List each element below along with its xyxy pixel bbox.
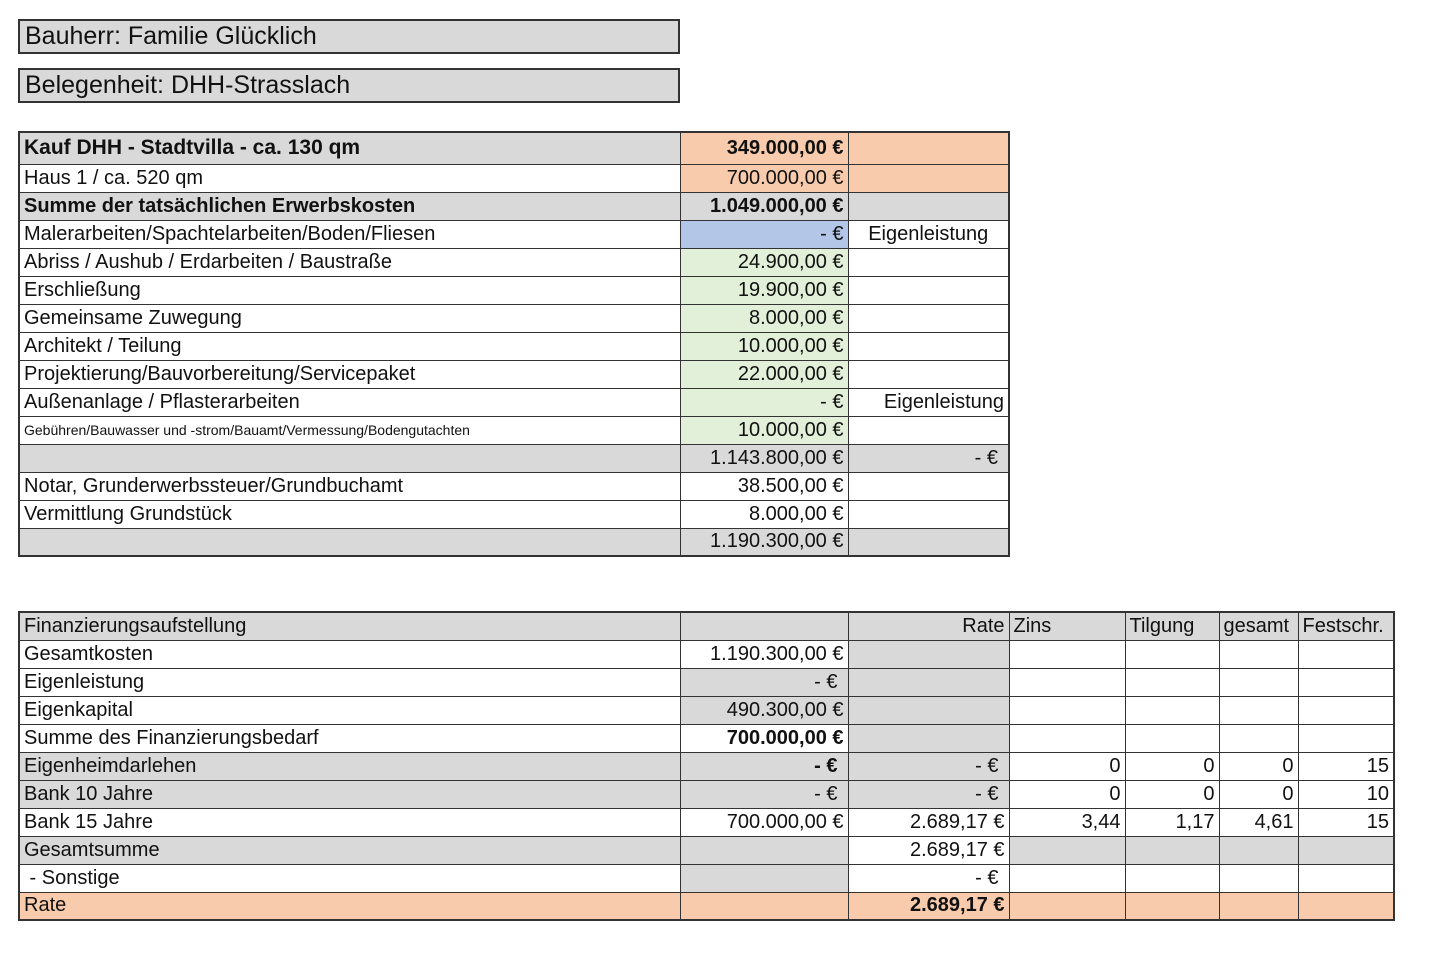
kosten-note bbox=[848, 276, 1009, 304]
fin-zins bbox=[1009, 892, 1125, 920]
fin-rate: - € bbox=[848, 780, 1009, 808]
kosten-label: Kauf DHH - Stadtvilla - ca. 130 qm bbox=[19, 132, 680, 164]
fin-rate bbox=[848, 724, 1009, 752]
fin-festschr: 15 bbox=[1298, 752, 1394, 780]
fin-amount: 1.190.300,00 € bbox=[680, 640, 848, 668]
table-row bbox=[19, 696, 1394, 724]
kosten-label: Außenanlage / Pflasterarbeiten bbox=[19, 388, 680, 416]
table-row bbox=[19, 248, 1009, 276]
table-row bbox=[19, 360, 1009, 388]
fin-rate: 2.689,17 € bbox=[848, 892, 1009, 920]
table-row bbox=[19, 640, 1394, 668]
fin-gesamt bbox=[1219, 864, 1298, 892]
table-row bbox=[19, 752, 1394, 780]
fin-gesamt bbox=[1219, 696, 1298, 724]
fin-tilgung bbox=[1125, 836, 1219, 864]
kosten-note: Eigenleistung bbox=[848, 220, 1009, 248]
kosten-amount: 10.000,00 € bbox=[680, 332, 848, 360]
kosten-label: Gebühren/Bauwasser und -strom/Bauamt/Vermessung/Bodengutachten bbox=[19, 416, 680, 444]
fin-tilgung bbox=[1125, 892, 1219, 920]
fin-gesamt bbox=[1219, 836, 1298, 864]
fin-rate: 2.689,17 € bbox=[848, 836, 1009, 864]
fin-label: Eigenkapital bbox=[19, 696, 680, 724]
kosten-amount: 22.000,00 € bbox=[680, 360, 848, 388]
kosten-note bbox=[848, 304, 1009, 332]
table-row bbox=[19, 500, 1009, 528]
kosten-note bbox=[848, 248, 1009, 276]
fin-rate bbox=[848, 668, 1009, 696]
kosten-note bbox=[848, 332, 1009, 360]
table-row bbox=[19, 304, 1009, 332]
fin-label: Eigenheimdarlehen bbox=[19, 752, 680, 780]
kosten-note bbox=[848, 132, 1009, 164]
fin-festschr: 10 bbox=[1298, 780, 1394, 808]
kosten-note bbox=[848, 360, 1009, 388]
fin-festschr bbox=[1298, 640, 1394, 668]
fin-zins: 0 bbox=[1009, 752, 1125, 780]
kosten-label: Projektierung/Bauvorbereitung/Servicepaket bbox=[19, 360, 680, 388]
fin-zins: 3,44 bbox=[1009, 808, 1125, 836]
kosten-note bbox=[848, 416, 1009, 444]
fin-amount bbox=[680, 864, 848, 892]
fin-amount bbox=[680, 892, 848, 920]
kosten-note bbox=[848, 192, 1009, 220]
fin-label: Bank 15 Jahre bbox=[19, 808, 680, 836]
fin-rate: 2.689,17 € bbox=[848, 808, 1009, 836]
fin-rate: - € bbox=[848, 752, 1009, 780]
table-header-row bbox=[19, 612, 1394, 640]
fin-label: Summe des Finanzierungsbedarf bbox=[19, 724, 680, 752]
kosten-label: Vermittlung Grundstück bbox=[19, 500, 680, 528]
bauherr-box bbox=[18, 19, 680, 54]
kosten-amount: 10.000,00 € bbox=[680, 416, 848, 444]
kosten-amount: 1.049.000,00 € bbox=[680, 192, 848, 220]
table-row bbox=[19, 132, 1009, 164]
belegenheit-label: Belegenheit: DHH-Strasslach bbox=[25, 71, 351, 99]
kosten-note: Eigenleistung bbox=[848, 388, 1009, 416]
fin-festschr bbox=[1298, 864, 1394, 892]
kosten-label: Malerarbeiten/Spachtelarbeiten/Boden/Fliesen bbox=[19, 220, 680, 248]
fin-label: Rate bbox=[19, 892, 680, 920]
kosten-label: Summe der tatsächlichen Erwerbskosten bbox=[19, 192, 680, 220]
header-cell bbox=[680, 612, 848, 640]
belegenheit-box bbox=[18, 68, 680, 103]
fin-zins bbox=[1009, 836, 1125, 864]
fin-amount: - € bbox=[680, 780, 848, 808]
fin-festschr bbox=[1298, 724, 1394, 752]
kosten-table bbox=[18, 131, 1010, 557]
kosten-amount: 38.500,00 € bbox=[680, 472, 848, 500]
table-row bbox=[19, 444, 1009, 472]
kosten-amount: - € bbox=[680, 220, 848, 248]
fin-rate bbox=[848, 640, 1009, 668]
header-cell: gesamt bbox=[1219, 612, 1298, 640]
table-row bbox=[19, 892, 1394, 920]
fin-festschr bbox=[1298, 836, 1394, 864]
kosten-label bbox=[19, 528, 680, 556]
kosten-amount: 24.900,00 € bbox=[680, 248, 848, 276]
fin-label: Gesamtsumme bbox=[19, 836, 680, 864]
kosten-amount: 8.000,00 € bbox=[680, 304, 848, 332]
kosten-amount: 1.143.800,00 € bbox=[680, 444, 848, 472]
fin-amount: 490.300,00 € bbox=[680, 696, 848, 724]
fin-label: Bank 10 Jahre bbox=[19, 780, 680, 808]
table-row bbox=[19, 668, 1394, 696]
bauherr-label: Bauherr: Familie Glücklich bbox=[25, 22, 317, 50]
kosten-label: Notar, Grunderwerbssteuer/Grundbuchamt bbox=[19, 472, 680, 500]
fin-amount: - € bbox=[680, 668, 848, 696]
fin-gesamt: 0 bbox=[1219, 780, 1298, 808]
fin-label: Eigenleistung bbox=[19, 668, 680, 696]
kosten-amount: 19.900,00 € bbox=[680, 276, 848, 304]
fin-tilgung bbox=[1125, 724, 1219, 752]
fin-amount: - € bbox=[680, 752, 848, 780]
fin-amount: 700.000,00 € bbox=[680, 724, 848, 752]
header-cell: Tilgung bbox=[1125, 612, 1219, 640]
fin-festschr bbox=[1298, 696, 1394, 724]
table-row bbox=[19, 388, 1009, 416]
table-row bbox=[19, 836, 1394, 864]
kosten-label: Haus 1 / ca. 520 qm bbox=[19, 164, 680, 192]
table-row bbox=[19, 332, 1009, 360]
fin-amount: 700.000,00 € bbox=[680, 808, 848, 836]
table-row bbox=[19, 724, 1394, 752]
header-cell: Finanzierungsaufstellung bbox=[19, 612, 680, 640]
table-row bbox=[19, 220, 1009, 248]
fin-tilgung: 0 bbox=[1125, 780, 1219, 808]
fin-zins bbox=[1009, 696, 1125, 724]
fin-rate bbox=[848, 696, 1009, 724]
fin-label: Gesamtkosten bbox=[19, 640, 680, 668]
kosten-note bbox=[848, 528, 1009, 556]
fin-zins bbox=[1009, 724, 1125, 752]
fin-tilgung: 0 bbox=[1125, 752, 1219, 780]
kosten-amount: - € bbox=[680, 388, 848, 416]
fin-gesamt bbox=[1219, 724, 1298, 752]
kosten-amount: 349.000,00 € bbox=[680, 132, 848, 164]
fin-festschr: 15 bbox=[1298, 808, 1394, 836]
fin-tilgung bbox=[1125, 696, 1219, 724]
kosten-note bbox=[848, 472, 1009, 500]
kosten-label: Architekt / Teilung bbox=[19, 332, 680, 360]
table-row bbox=[19, 472, 1009, 500]
header-cell: Festschr. bbox=[1298, 612, 1394, 640]
fin-gesamt bbox=[1219, 640, 1298, 668]
table-row bbox=[19, 416, 1009, 444]
kosten-label: Abriss / Aushub / Erdarbeiten / Baustraße bbox=[19, 248, 680, 276]
fin-zins: 0 bbox=[1009, 780, 1125, 808]
table-row bbox=[19, 276, 1009, 304]
header-cell: Rate bbox=[848, 612, 1009, 640]
fin-tilgung bbox=[1125, 640, 1219, 668]
table-row bbox=[19, 864, 1394, 892]
kosten-label: Gemeinsame Zuwegung bbox=[19, 304, 680, 332]
fin-zins bbox=[1009, 864, 1125, 892]
table-row bbox=[19, 528, 1009, 556]
kosten-amount: 8.000,00 € bbox=[680, 500, 848, 528]
table-row bbox=[19, 808, 1394, 836]
fin-festschr bbox=[1298, 668, 1394, 696]
kosten-label bbox=[19, 444, 680, 472]
fin-zins bbox=[1009, 668, 1125, 696]
kosten-note bbox=[848, 164, 1009, 192]
table-row bbox=[19, 164, 1009, 192]
kosten-note bbox=[848, 500, 1009, 528]
fin-gesamt bbox=[1219, 892, 1298, 920]
fin-amount bbox=[680, 836, 848, 864]
fin-zins bbox=[1009, 640, 1125, 668]
fin-tilgung bbox=[1125, 864, 1219, 892]
fin-festschr bbox=[1298, 892, 1394, 920]
table-row bbox=[19, 192, 1009, 220]
fin-gesamt bbox=[1219, 668, 1298, 696]
finanzierung-table bbox=[18, 611, 1395, 921]
fin-rate: - € bbox=[848, 864, 1009, 892]
table-row bbox=[19, 780, 1394, 808]
kosten-label: Erschließung bbox=[19, 276, 680, 304]
kosten-note: - € bbox=[848, 444, 1009, 472]
fin-tilgung bbox=[1125, 668, 1219, 696]
fin-tilgung: 1,17 bbox=[1125, 808, 1219, 836]
fin-gesamt: 0 bbox=[1219, 752, 1298, 780]
kosten-amount: 1.190.300,00 € bbox=[680, 528, 848, 556]
fin-gesamt: 4,61 bbox=[1219, 808, 1298, 836]
fin-label: - Sonstige bbox=[19, 864, 680, 892]
header-cell: Zins bbox=[1009, 612, 1125, 640]
kosten-amount: 700.000,00 € bbox=[680, 164, 848, 192]
